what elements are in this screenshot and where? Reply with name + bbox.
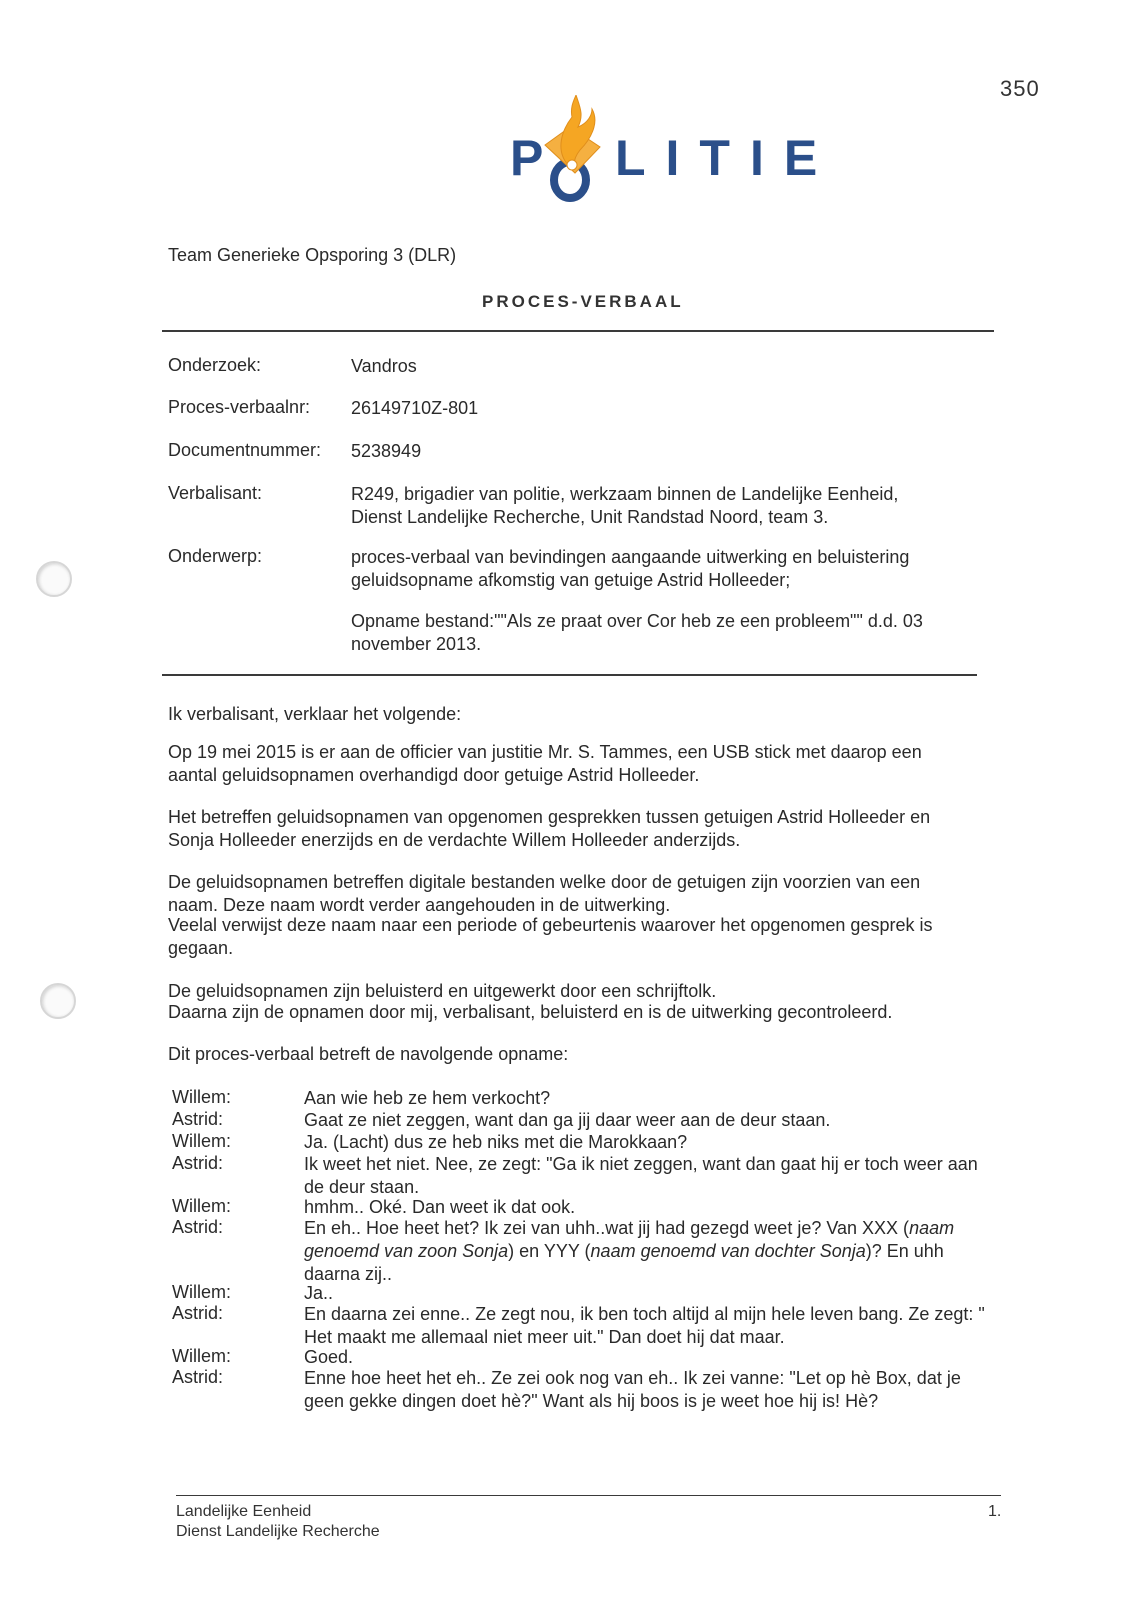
svg-text:P: P <box>510 130 544 186</box>
transcript-text-part: En eh.. Hoe heet het? Ik zei van uhh..wat jij had gezegd weet je? Van XXX ( <box>304 1218 910 1238</box>
footer-page-number: 1. <box>988 1503 1002 1520</box>
politie-logo <box>510 95 820 210</box>
body-paragraph-4b: Daarna zijn de opnamen door mij, verbalisant, beluisterd en is de uitwerking gecontroleerd. <box>168 1002 893 1022</box>
body-paragraph-3b: Veelal verwijst deze naam naar een periode of gebeurtenis waarover het opgenomen gesprek is gegaan. <box>168 915 933 958</box>
page-number: 350 <box>1000 76 1040 101</box>
opname-bestand: Opname bestand:""Als ze praat over Cor heb ze een probleem"" d.d. 03 november 2013. <box>351 611 923 654</box>
meta-value-documentnummer: 5238949 <box>351 441 422 461</box>
transcript-annotation: naam genoemd van zoon Sonja <box>304 1218 955 1261</box>
meta-value-verbalisant: R249, brigadier van politie, werkzaam binnen de Landelijke Eenheid, Dienst Landelijke Recherche, Unit Randstad Noord, team 3. <box>351 484 899 527</box>
transcript-line: Aan wie heb ze hem verkocht? <box>304 1088 551 1108</box>
intro-paragraph: Ik verbalisant, verklaar het volgende: <box>168 704 462 724</box>
meta-label-onderzoek: Onderzoek: <box>168 355 262 375</box>
punch-hole <box>40 983 76 1019</box>
transcript-annotation: naam genoemd van dochter Sonja <box>590 1241 866 1261</box>
transcript-line: En daarna zei enne.. Ze zegt nou, ik ben toch altijd al mijn hele leven bang. Ze zegt: " Het maakt me allemaal niet meer uit." Dan doet hij dat maar. <box>304 1304 985 1347</box>
meta-label-proces-verbaalnr: Proces-verbaalnr: <box>168 397 311 417</box>
transcript-speaker: Astrid: <box>172 1303 224 1323</box>
footer-line-2: Dienst Landelijke Recherche <box>176 1523 380 1540</box>
transcript-speaker: Astrid: <box>172 1109 224 1129</box>
transcript-speaker: Astrid: <box>172 1367 224 1387</box>
transcript-text-part: ) en YYY ( <box>508 1241 591 1261</box>
meta-label-onderwerp: Onderwerp: <box>168 546 263 566</box>
transcript-speaker: Willem: <box>172 1087 231 1107</box>
transcript-line: Goed. <box>304 1347 354 1367</box>
top-divider <box>162 330 994 332</box>
meta-label-documentnummer: Documentnummer: <box>168 440 322 460</box>
body-paragraph-2: Het betreffen geluidsopnamen van opgenomen gesprekken tussen getuigen Astrid Holleeder en Sonja Holleeder enerzijds en de verdachte Willem Holleeder anderzijds. <box>168 807 931 850</box>
transcript-speaker: Willem: <box>172 1346 231 1366</box>
transcript-line: Ja.. <box>304 1283 334 1303</box>
body-paragraph-5: Dit proces-verbaal betreft de navolgende opname: <box>168 1044 569 1064</box>
svg-text:LITIE: LITIE <box>615 130 820 186</box>
transcript-line: Gaat ze niet zeggen, want dan ga jij daar weer aan de deur staan. <box>304 1110 831 1130</box>
punch-hole <box>36 561 72 597</box>
politie-emblem-icon <box>510 95 820 210</box>
transcript-speaker: Astrid: <box>172 1217 224 1237</box>
transcript-line: Ik weet het niet. Nee, ze zegt: "Ga ik niet zeggen, want dan gaat hij er toch weer aan de deur staan. <box>304 1154 978 1197</box>
transcript-line: Enne hoe heet het eh.. Ze zei ook nog van eh.. Ik zei vanne: "Let op hè Box, dat je geen gekke dingen doet hè?" Want als hij boos is je weet hoe hij is! Hè? <box>304 1368 961 1411</box>
body-paragraph-4a: De geluidsopnamen zijn beluisterd en uitgewerkt door een schrijftolk. <box>168 981 717 1001</box>
transcript-line: Ja. (Lacht) dus ze heb niks met die Marokkaan? <box>304 1132 688 1152</box>
transcript-speaker: Astrid: <box>172 1153 224 1173</box>
transcript-line: hmhm.. Oké. Dan weet ik dat ook. <box>304 1197 576 1217</box>
transcript-speaker: Willem: <box>172 1196 231 1216</box>
team-name: Team Generieke Opsporing 3 (DLR) <box>168 245 457 265</box>
body-paragraph-1: Op 19 mei 2015 is er aan de officier van justitie Mr. S. Tammes, een USB stick met daarop een aantal geluidsopnamen overhandigd door getuige Astrid Holleeder. <box>168 742 922 785</box>
document-title: PROCES-VERBAAL <box>482 292 684 311</box>
transcript-speaker: Willem: <box>172 1131 231 1151</box>
transcript-speaker: Willem: <box>172 1282 231 1302</box>
meta-value-onderwerp: proces-verbaal van bevindingen aangaande uitwerking en beluistering geluidsopname afkomstig van getuige Astrid Holleeder; <box>351 547 910 590</box>
meta-label-verbalisant: Verbalisant: <box>168 483 263 503</box>
transcript-line <box>304 1217 974 1286</box>
meta-value-onderzoek: Vandros <box>351 356 417 376</box>
footer-line-1: Landelijke Eenheid <box>176 1503 312 1520</box>
meta-value-proces-verbaalnr: 26149710Z-801 <box>351 398 479 418</box>
body-paragraph-3a: De geluidsopnamen betreffen digitale bestanden welke door de getuigen zijn voorzien van een naam. Deze naam wordt verder aangehouden in de uitwerking. <box>168 872 921 915</box>
meta-divider <box>162 674 977 676</box>
footer-divider <box>176 1495 1001 1496</box>
transcript-text-part: )? En uhh daarna zij.. <box>304 1241 944 1284</box>
